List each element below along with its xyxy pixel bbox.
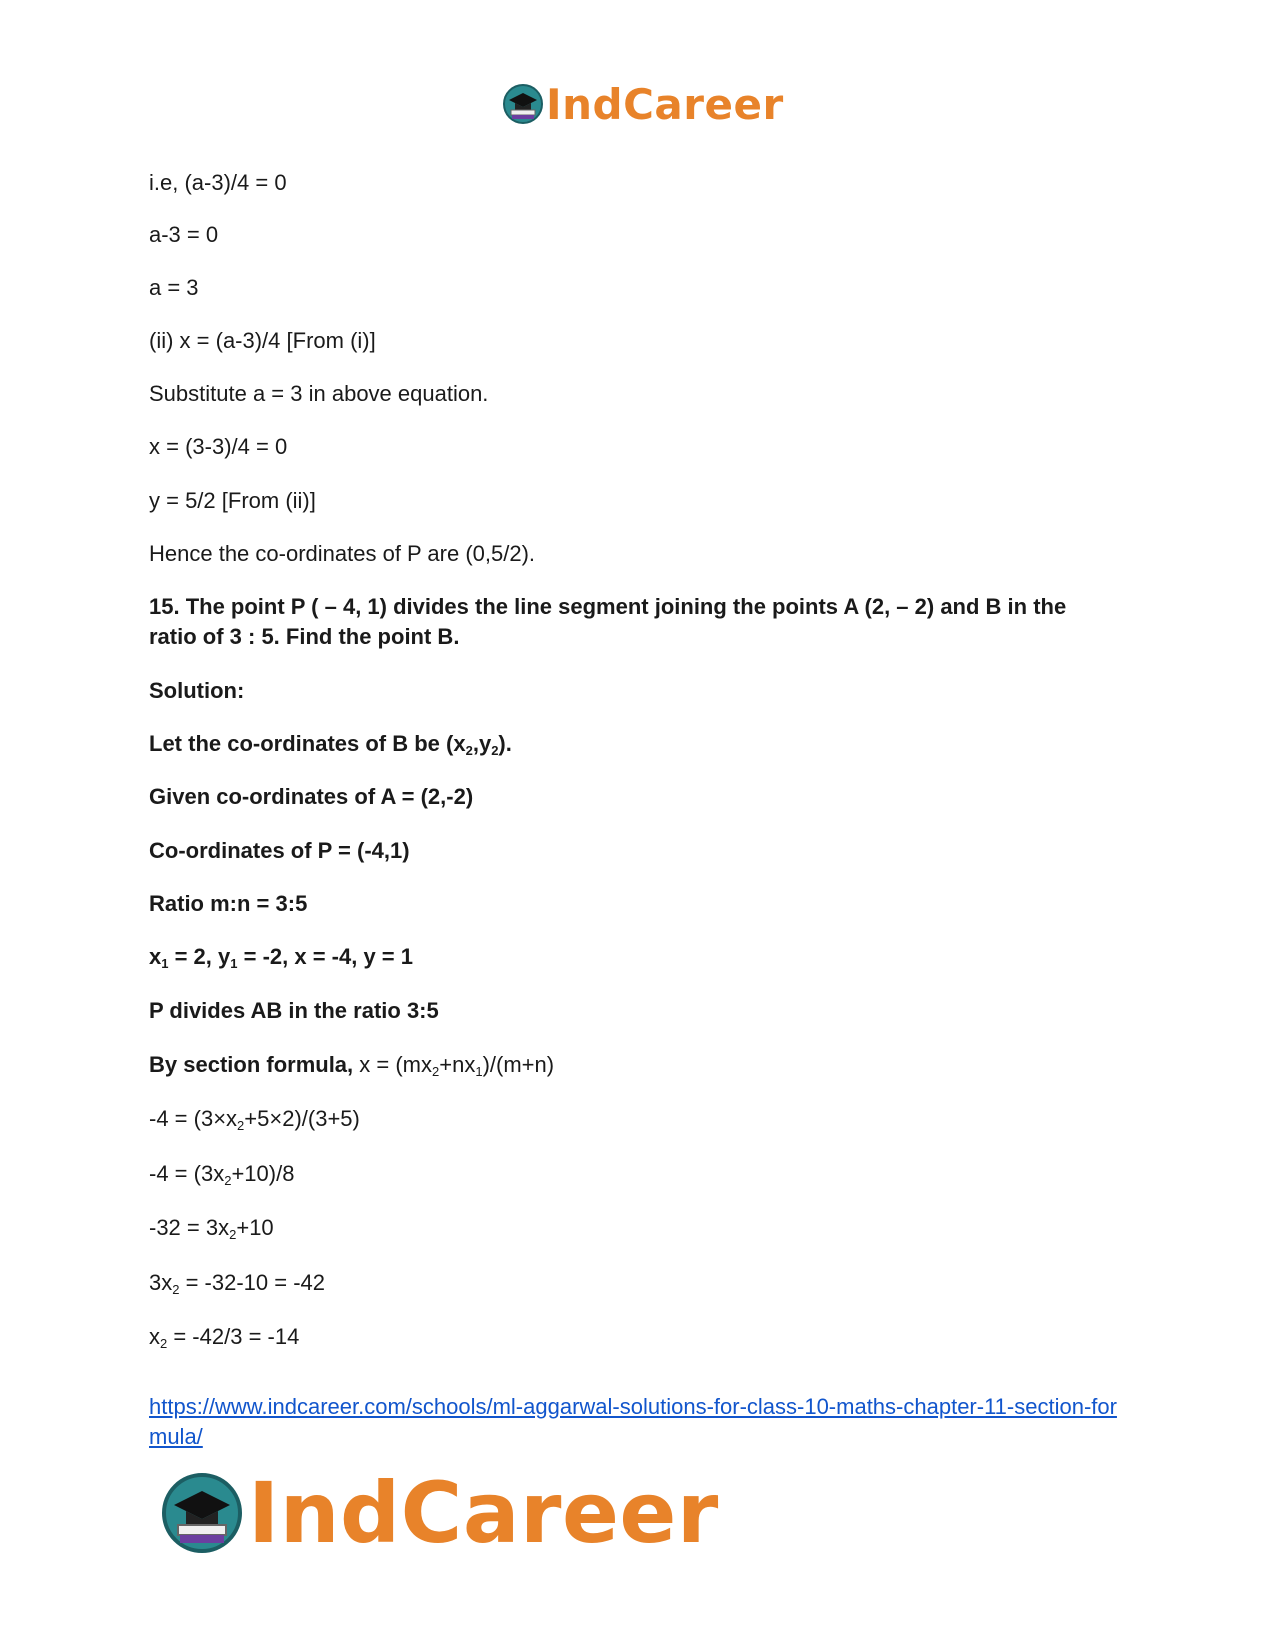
text-line: Substitute a = 3 in above equation. <box>149 381 489 406</box>
text-line: i.e, (a-3)/4 = 0 <box>149 170 287 195</box>
text-line: $-4 = (3\times x_2+5\times 2)/(3+5)$ <box>149 1106 360 1133</box>
solution-heading: Solution: <box>149 678 245 703</box>
brand-name: IndCareer <box>248 1464 719 1562</box>
text-line: $-4 = (3x_2+10)/8$ <box>149 1161 295 1188</box>
text-line: a-3 = 0 <box>149 222 219 247</box>
text-line: P divides AB in the ratio 3:5 <box>149 998 439 1023</box>
text-line: Co-ordinates of P = (-4,1) <box>149 838 410 863</box>
text-line: $-32 = 3x_2+10$ <box>149 1215 274 1242</box>
text-line: Ratio m:n = 3:5 <box>149 891 308 916</box>
text-line: (ii) x = (a-3)/4 [From (i)] <box>149 328 376 353</box>
text-line: a = 3 <box>149 275 199 300</box>
text-line: Given co-ordinates of A = (2,-2) <box>149 784 474 809</box>
graduation-cap-book-icon <box>160 1471 244 1555</box>
text-line: Hence the co-ordinates of P are (0,5/2). <box>149 541 536 566</box>
text-line: $x_1 = 2$, $y_1 = -2$, x = -4, y = 1 <box>149 944 413 971</box>
text-line: Let the co-ordinates of B be $(x_2,y_2)$. <box>149 731 512 758</box>
question-15: 15. The point P ( – 4, 1) divides the line segment joining the points A (2, – 2) and B in the ratio of 3 : 5. Find the point B. <box>149 594 1067 649</box>
footer-logo <box>160 1464 719 1562</box>
source-url-link[interactable]: https://www.indcareer.com/schools/ml-aggarwal-solutions-for-class-10-maths-chapter-11-section-formula/ <box>149 1394 1117 1449</box>
header-logo <box>502 80 784 128</box>
text-line: x = (3-3)/4 = 0 <box>149 434 288 459</box>
text-line: By section formula, $x = (mx_2+nx_1)/(m+n)$ <box>149 1052 555 1079</box>
text-line: y = 5/2 [From (ii)] <box>149 488 316 513</box>
graduation-cap-book-icon <box>502 83 544 125</box>
brand-name: IndCareer <box>546 79 784 129</box>
text-line: $3x_2 = -32-10 = -42$ <box>149 1270 326 1297</box>
text-line: $x_2 = -42/3 = -14$ <box>149 1324 300 1351</box>
